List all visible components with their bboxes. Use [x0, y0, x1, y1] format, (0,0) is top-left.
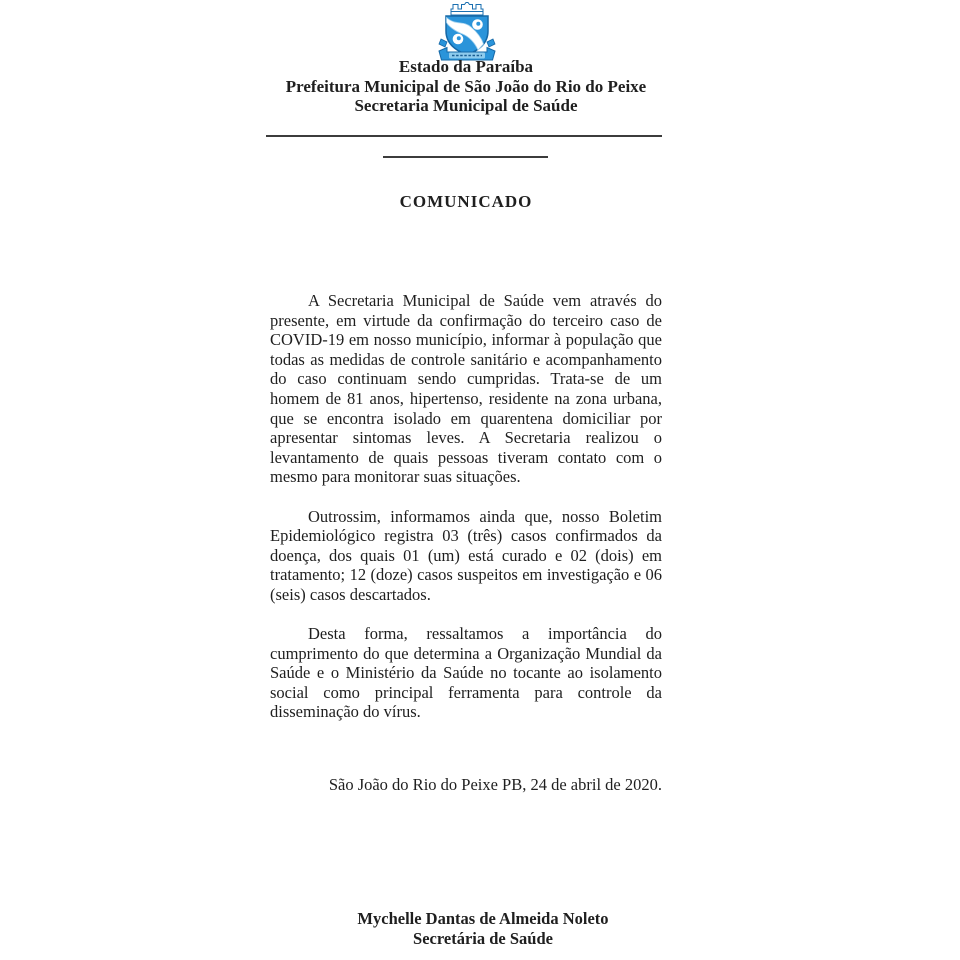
letterhead-state: Estado da Paraíba: [398, 57, 534, 76]
paragraph-3: Desta forma, ressaltamos a importância do cumprimento do que determina a Organização Mundial da Saúde e o Ministério da Saúde no tocante ao isolamento social como principal ferramenta para controle da disseminação do vírus.: [270, 624, 662, 722]
horizontal-rule-long: [266, 135, 662, 137]
place-and-date: São João do Rio do Peixe PB, 24 de abril de 2020.: [328, 775, 662, 794]
letterhead: [270, 57, 662, 116]
crown-icon: [451, 3, 483, 16]
signatory-role: Secretária de Saúde: [413, 929, 553, 948]
right-fin: [487, 39, 495, 47]
paragraph-2: Outrossim, informamos ainda que, nosso Boletim Epidemiológico registra 03 (três) casos confirmados da doença, dos quais 01 (um) está curado e 02 (dois) em tratamento; 12 (doze) casos suspeitos em investigação e 06 (seis) casos descartados.: [270, 506, 662, 604]
left-fin: [439, 39, 447, 47]
signatory-name: Mychelle Dantas de Almeida Noleto: [357, 909, 609, 928]
horizontal-rule-short: [383, 156, 548, 158]
roundel-bottom-dot: [457, 36, 461, 40]
paragraph-1: A Secretaria Municipal de Saúde vem através do presente, em virtude da confirmação do terceiro caso de COVID-19 em nosso município, informar à população que todas as medidas de controle sanitário e acompanhamento do caso continuam sendo cumpridas. Trata-se de um homem de 81 anos, hipertenso, residente na zona urbana, que se encontra isolado em quarentena domiciliar por apresentar sintomas leves. A Secretaria realizou o levantamento de quais pessoas tiveram contato com o mesmo para monitorar suas situações.: [270, 291, 662, 487]
letterhead-department: Secretaria Municipal de Saúde: [354, 96, 578, 115]
document-body: [270, 291, 662, 742]
roundel-top-dot: [476, 22, 480, 26]
municipal-coat-of-arms-icon: [436, 2, 498, 62]
signature-block: [287, 909, 679, 949]
document-title: COMUNICADO: [399, 192, 533, 211]
letterhead-municipality: Prefeitura Municipal de São João do Rio do Peixe: [285, 76, 647, 96]
